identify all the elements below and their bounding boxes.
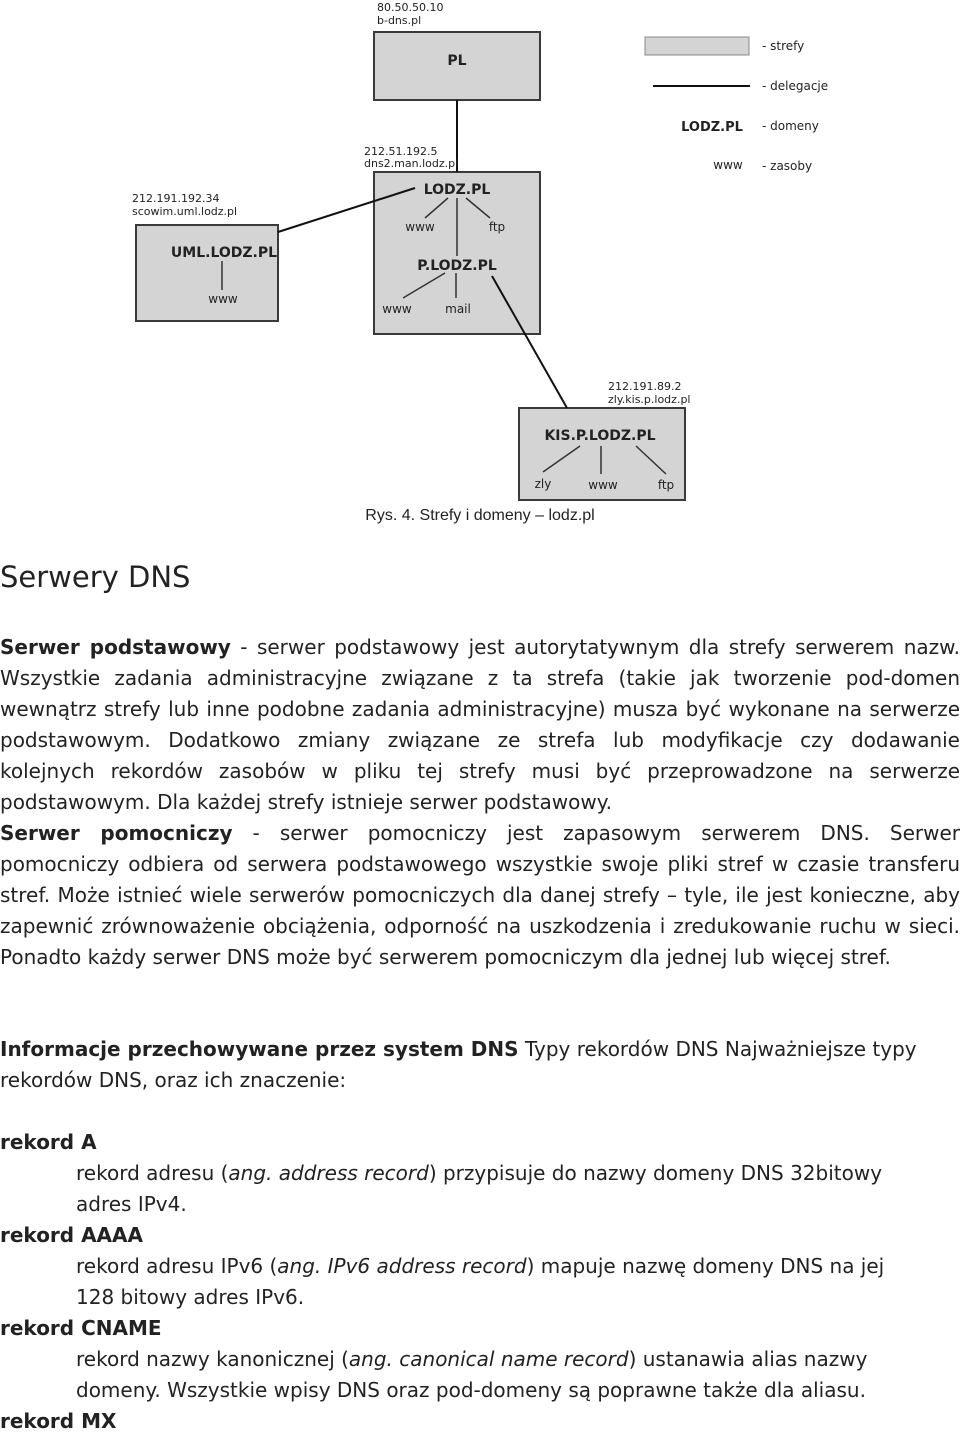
dns-zones-diagram	[0, 0, 960, 510]
record-a-pre: rekord adresu (	[76, 1161, 229, 1185]
zone-uml	[136, 225, 278, 321]
uml-host: scowim.uml.lodz.pl	[132, 205, 238, 218]
p-mail: mail	[445, 302, 471, 316]
lodz-host: dns2.man.lodz.pl	[364, 157, 459, 170]
record-mx	[0, 1406, 960, 1437]
legend-resource-sample: www	[713, 158, 743, 172]
lodz-www: www	[405, 220, 435, 234]
lodz-ftp: ftp	[488, 220, 506, 234]
legend-strefy: - strefy	[762, 39, 805, 53]
secondary-server-text: - serwer pomocniczy jest zapasowym serwerem DNS. Serwer pomocniczy odbiera od serwera podstawowego wszystkie swoje pliki stref w czasie transferu stref. Może istnieć wiele serwerów pomocniczych dla danej strefy – tyle, ile jest konieczne, aby zapewnić zrównoważenie obciążenia, odporność na uszkodzenia i zredukowanie ruchu w sieci. Ponadto każdy serwer DNS może być serwerem pomocniczym dla jednej lub więcej stref.	[0, 821, 960, 969]
record-a-post: ) przypisuje do nazwy domeny DNS 32bitowy adres IPv4.	[76, 1161, 883, 1216]
legend	[645, 37, 828, 173]
document-body	[0, 632, 960, 973]
record-cname-post: ) ustanawia alias nazwy domeny. Wszystkie wpisy DNS oraz pod-domeny są poprawne także dla aliasu.	[76, 1347, 868, 1402]
lodz-label: LODZ.PL	[423, 182, 491, 198]
record-cname-ang: ang.	[348, 1347, 393, 1371]
record-a-desc	[0, 1158, 960, 1220]
p-www: www	[382, 302, 412, 316]
kis-ip: 212.191.89.2	[608, 380, 682, 393]
paragraph-dns-info	[0, 1034, 960, 1096]
record-a-ang: ang.	[228, 1161, 273, 1185]
record-aaaa-pre: rekord adresu IPv6 (	[76, 1254, 278, 1278]
record-aaaa-post: ) mapuje nazwę domeny DNS na jej 128 bitowy adres IPv6.	[76, 1254, 885, 1309]
uml-ip: 212.191.192.34	[132, 192, 220, 205]
record-a-name: rekord A	[0, 1130, 97, 1154]
record-cname-pre: rekord nazwy kanonicznej (	[76, 1347, 349, 1371]
records-intro	[0, 1034, 960, 1096]
record-aaaa-en: IPv6 address record	[321, 1254, 527, 1278]
record-aaaa-ang: ang.	[277, 1254, 322, 1278]
record-cname	[0, 1313, 960, 1406]
paragraph-primary-server	[0, 632, 960, 818]
kis-www: www	[588, 478, 618, 492]
uml-label: UML.LODZ.PL	[170, 245, 278, 261]
kis-ftp: ftp	[657, 478, 675, 492]
lodz-ip: 212.51.192.5	[364, 145, 438, 158]
dns-info-text: Typy rekordów DNS Najważniejsze typy rekordów DNS, oraz ich znaczenie:	[0, 1037, 917, 1092]
figure-caption-text: Rys. 4. Strefy i domeny – lodz.pl	[365, 507, 595, 524]
legend-zasoby: - zasoby	[762, 159, 813, 173]
legend-domeny: - domeny	[762, 119, 819, 133]
records-list	[0, 1127, 960, 1437]
uml-www: www	[208, 292, 238, 306]
record-aaaa-desc	[0, 1251, 960, 1313]
record-cname-name: rekord CNAME	[0, 1316, 162, 1340]
pl-host: b-dns.pl	[377, 14, 422, 27]
primary-server-text: - serwer podstawowy jest autorytatywnym dla strefy serwerem nazw. Wszystkie zadania administracyjne związane z ta strefa (takie jak tworzenie pod-domen wewnątrz strefy lub inne podobne zadania administracyjne) musza być wykonane na serwerze podstawowym. Dodatkowo zmiany związane ze strefa lub modyfikacje czy dodawanie kolejnych rekordów zasobów w pliku tej strefy musi być przeprowadzone na serwerze podstawowym. Dla każdej strefy istnieje serwer podstawowy.	[0, 635, 960, 814]
record-aaaa-name: rekord AAAA	[0, 1223, 143, 1247]
figure-caption	[0, 507, 960, 525]
section-heading: Serwery DNS	[0, 560, 191, 594]
record-a	[0, 1127, 960, 1220]
legend-zone-swatch	[645, 37, 749, 55]
term-secondary-server: Serwer pomocniczy	[0, 821, 233, 845]
p-label: P.LODZ.PL	[417, 258, 497, 274]
record-aaaa	[0, 1220, 960, 1313]
record-a-en: address record	[272, 1161, 429, 1185]
kis-label: KIS.P.LODZ.PL	[544, 428, 656, 444]
paragraph-secondary-server	[0, 818, 960, 973]
term-primary-server: Serwer podstawowy	[0, 635, 231, 659]
record-cname-desc	[0, 1344, 960, 1406]
term-dns-info: Informacje przechowywane przez system DNS	[0, 1037, 519, 1061]
pl-ip: 80.50.50.10	[377, 1, 444, 14]
record-mx-name: rekord MX	[0, 1409, 117, 1433]
pl-label: PL	[447, 53, 467, 69]
kis-zly: zly	[534, 477, 552, 491]
kis-host: zly.kis.p.lodz.pl	[608, 393, 691, 406]
legend-domain-sample: LODZ.PL	[681, 120, 743, 135]
record-cname-en: canonical name record	[392, 1347, 629, 1371]
legend-delegacje: - delegacje	[762, 79, 829, 93]
